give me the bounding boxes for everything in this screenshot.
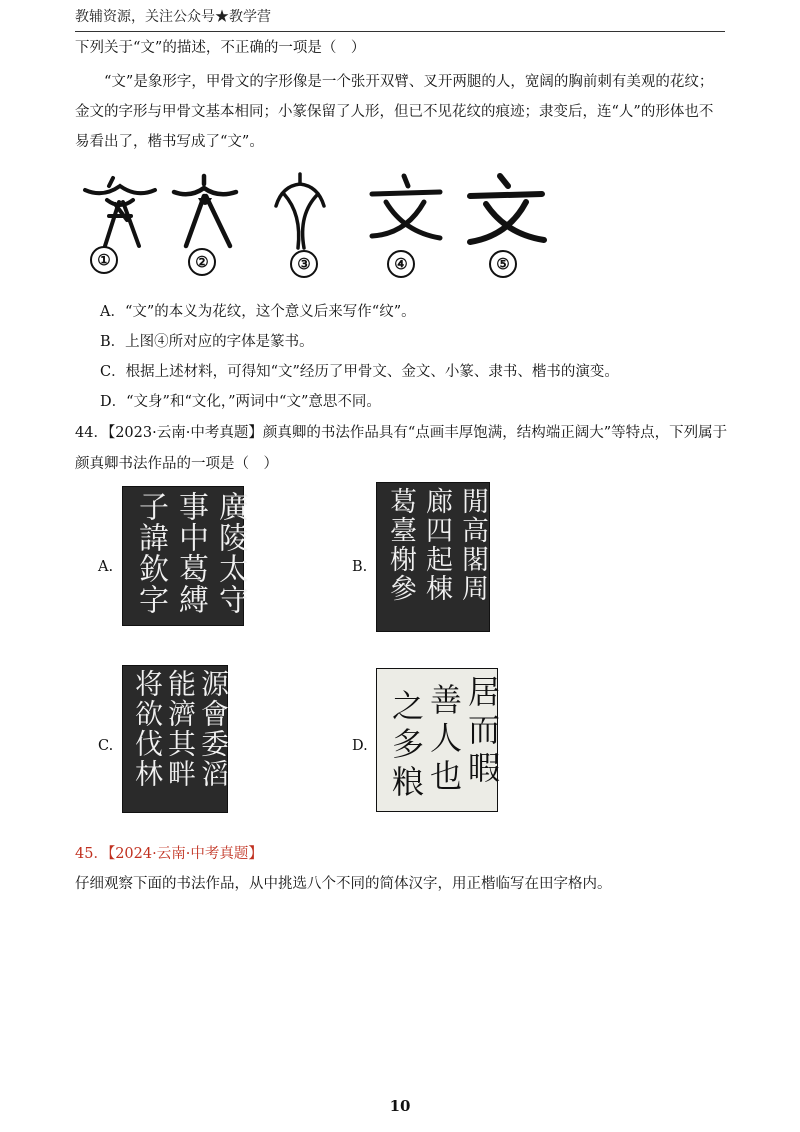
calligraphy-image-d	[376, 668, 501, 812]
calligraphy-c-col3: 将欲伐林	[131, 669, 164, 789]
glyph-regular-icon	[460, 172, 550, 252]
calligraphy-a-col2: 事中葛縛	[173, 491, 208, 615]
header-rule	[75, 31, 725, 32]
q43-paragraph: “文”是象形字，甲骨文的字形像是一个张开双臂、叉开两腿的人，宽阔的胸前刺有美观的花纹；金文的字形与甲骨文基本相同；小篆保留了人形，但已不见花纹的痕迹；隶变后，连“人”的形体也不易看出了，楷书写成了“文”。	[75, 74, 714, 150]
q45-text: 仔细观察下面的书法作品，从中挑选八个不同的简体汉字，用正楷临写在田字格内。	[75, 876, 612, 892]
calligraphy-a-col3: 子諱欽字	[133, 491, 168, 615]
calligraphy-d-col1: 居而暇	[463, 675, 501, 789]
calligraphy-c-col1: 源會委滔	[197, 669, 230, 789]
glyph-bronze-icon	[160, 172, 250, 252]
calligraphy-a-col1: 廣陵太守	[213, 491, 248, 615]
q43-option-b: B．上图④所对应的字体是篆书。	[100, 334, 314, 350]
glyph-clerical-icon	[360, 172, 450, 252]
calligraphy-image-a	[122, 486, 248, 626]
figure-label-3: ③	[290, 250, 318, 278]
page-header: 教辅资源，关注公众号★教学营	[75, 9, 271, 25]
q43-option-c: C．根据上述材料，可得知“文”经历了甲骨文、金文、小篆、隶书、楷书的演变。	[100, 364, 619, 380]
figure-label-1: ①	[90, 246, 118, 274]
q44-stem-line1: 44．【2023·云南·中考真题】颜真卿的书法作品具有“点画丰厚饱满，结构端正阔大”等特点，下列属于	[75, 425, 728, 441]
glyph-oracle-icon	[75, 172, 165, 252]
q43-stem: 下列关于“文”的描述，不正确的一项是（ ）	[75, 40, 366, 56]
calligraphy-image-b	[376, 482, 490, 632]
calligraphy-image-c	[122, 665, 228, 813]
figure-label-2: ②	[188, 248, 216, 276]
q45-stem: 45．【2024·云南·中考真题】	[75, 846, 263, 862]
q44-label-b: B.	[352, 559, 368, 575]
calligraphy-c-col2: 能濟其畔	[164, 669, 197, 789]
q44-label-c: C.	[98, 738, 114, 754]
glyph-seal-icon	[258, 172, 348, 252]
calligraphy-d-col3: 之多粮	[387, 689, 425, 803]
q43-option-a: A．“文”的本义为花纹，这个意义后来写作“纹”。	[100, 304, 416, 320]
page-number: 10	[389, 1097, 411, 1115]
q44-label-d: D.	[352, 738, 368, 754]
q44-label-a: A.	[98, 559, 114, 575]
calligraphy-b-col1: 閒高閣周	[457, 487, 488, 603]
calligraphy-d-col2: 善人也	[425, 683, 463, 797]
calligraphy-b-col2: 廊四起棟	[421, 487, 452, 603]
calligraphy-b-col3: 葛臺榭參	[385, 487, 416, 603]
figure-label-5: ⑤	[489, 250, 517, 278]
q43-option-d: D．“文身”和“文化，”两词中“文”意思不同。	[100, 394, 381, 410]
figure-label-4: ④	[387, 250, 415, 278]
q44-stem-line2: 颜真卿书法作品的一项是（ ）	[75, 456, 278, 472]
